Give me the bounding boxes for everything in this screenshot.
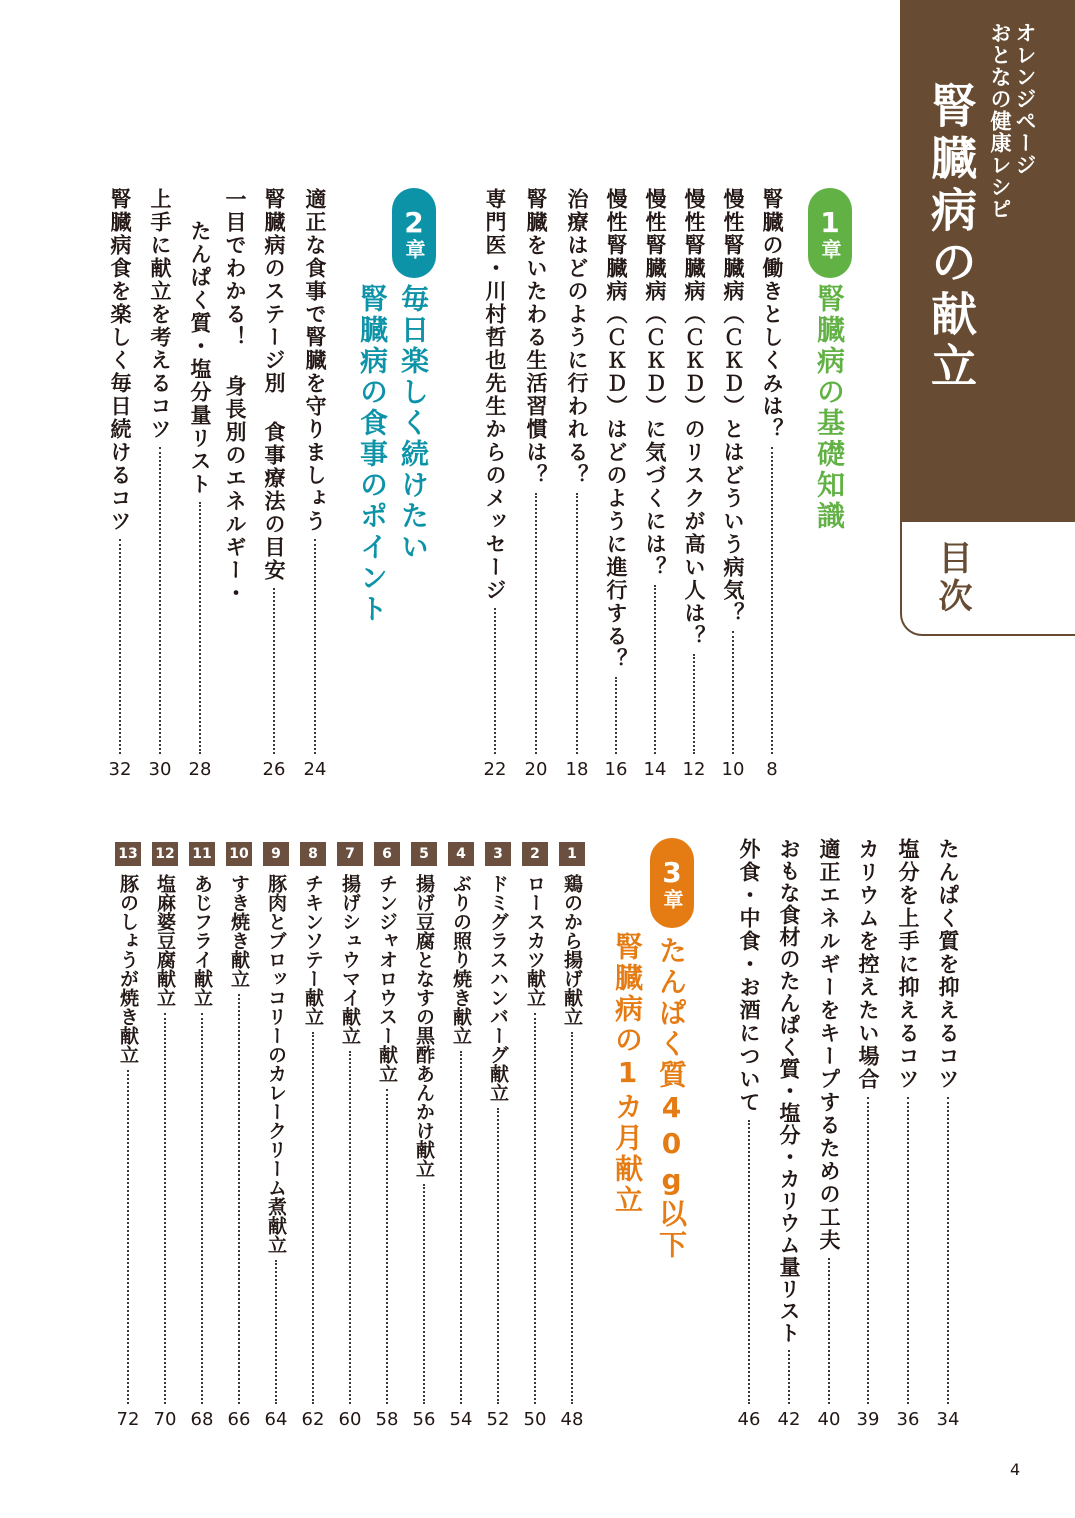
dot-leader [199, 502, 201, 754]
toc-entry-title: 適正な食事で腎臓を守りましょう [303, 188, 327, 533]
recipe-number: 6 [374, 842, 400, 866]
recipe-title: すき焼き献立 [228, 874, 250, 988]
dot-leader [947, 1097, 949, 1404]
page-number: 4 [1010, 1460, 1021, 1479]
toc-entry[interactable] [718, 188, 748, 780]
recipe-page: 72 [116, 1409, 140, 1430]
dot-leader [201, 1013, 203, 1404]
toc-entry-title: 適正エネルギーをキープするための工夫 [817, 838, 841, 1252]
toc-entry-title: 慢性腎臓病（ＣＫＤ）はどのように進行する？ [604, 188, 628, 671]
toc-entry-title: 外食・中食・お酒について [737, 838, 761, 1114]
chapter-1-title: 腎臓病の基礎知識 [813, 284, 846, 532]
toc-label: 目次 [932, 540, 972, 616]
recipe-title: 塩麻婆豆腐献立 [154, 874, 176, 1007]
chapter-3-title-line2: 腎臓病の1カ月献立 [611, 932, 644, 1216]
toc-entry-title: 腎臓をいたわる生活習慣は？ [524, 188, 548, 487]
toc-entry[interactable] [893, 838, 923, 1430]
toc-entry[interactable] [814, 838, 844, 1430]
toc-entry-page: 40 [817, 1409, 841, 1430]
dot-leader [349, 1051, 351, 1404]
book-title: 腎臓病の献立 [924, 82, 978, 394]
recipe-page: 48 [560, 1409, 584, 1430]
dot-leader [693, 654, 695, 754]
toc-entry-title: たんぱく質を抑えるコツ [936, 838, 960, 1091]
dot-leader [748, 1120, 750, 1404]
toc-entry-page: 16 [604, 759, 628, 780]
dot-leader [119, 539, 121, 754]
recipe-page: 66 [227, 1409, 251, 1430]
dot-leader [460, 1051, 462, 1404]
series-name-line2: おとなの健康レシピ [988, 22, 1012, 220]
recipe-entry[interactable] [557, 842, 587, 1430]
chapter-1-mark: 章 [818, 239, 842, 259]
toc-entry[interactable] [480, 188, 510, 780]
dot-leader [164, 1013, 166, 1404]
dot-leader [828, 1258, 830, 1404]
recipe-title: ドミグラスハンバーグ献立 [487, 874, 509, 1102]
recipe-title: 鶏のから揚げ献立 [561, 874, 583, 1026]
recipe-page: 60 [338, 1409, 362, 1430]
dot-leader [273, 588, 275, 754]
toc-entry-title: 腎臓病のステージ別 食事療法の目安 [262, 188, 286, 582]
toc-entry[interactable] [601, 188, 631, 780]
dot-leader [275, 1260, 277, 1404]
recipe-title: 豚肉とブロッコリーのカレークリーム煮献立 [265, 874, 287, 1254]
toc-entry-page: 22 [483, 759, 507, 780]
toc-entry[interactable] [679, 188, 709, 780]
recipe-entry[interactable] [224, 842, 254, 1430]
dot-leader [312, 1032, 314, 1404]
toc-entry-title: 治療はどのように行われる？ [565, 188, 589, 487]
dot-leader [238, 994, 240, 1404]
recipe-number: 7 [337, 842, 363, 866]
toc-entry-page: 30 [148, 759, 172, 780]
toc-entry-page: 39 [856, 1409, 880, 1430]
recipe-title: チンジャオロウスー献立 [376, 874, 398, 1083]
recipe-entry[interactable] [335, 842, 365, 1430]
toc-entry-page: 8 [766, 759, 778, 780]
chapter-3-mark: 章 [660, 889, 684, 909]
recipe-number: 1 [559, 842, 585, 866]
dot-leader [771, 447, 773, 754]
toc-entry-first-line[interactable] [220, 188, 250, 608]
toc-entry-page: 20 [524, 759, 548, 780]
recipe-entry[interactable] [298, 842, 328, 1430]
recipe-page: 56 [412, 1409, 436, 1430]
dot-leader [732, 631, 734, 754]
dot-leader [576, 493, 578, 754]
toc-entry-title: たんぱく質・塩分量リスト [188, 220, 212, 496]
recipe-entry[interactable] [483, 842, 513, 1430]
chapter-3-title-line1: たんぱく質40g以下 [655, 936, 688, 1261]
chapter-1-number: 1 [820, 206, 840, 239]
toc-entry[interactable] [933, 838, 963, 1430]
recipe-number: 12 [152, 842, 178, 866]
recipe-entry[interactable] [520, 842, 550, 1430]
recipe-number: 5 [411, 842, 437, 866]
toc-entry-page: 14 [643, 759, 667, 780]
recipe-page: 64 [264, 1409, 288, 1430]
toc-entry-title: 専門医・川村哲也先生からのメッセージ [483, 188, 507, 602]
chapter-2-badge [392, 188, 436, 278]
toc-entry-page: 34 [936, 1409, 960, 1430]
toc-tab [900, 522, 1075, 636]
dot-leader [788, 1350, 790, 1404]
toc-entry-title: 腎臓の働きとしくみは？ [760, 188, 784, 441]
dot-leader [867, 1097, 869, 1404]
chapter-1-badge [808, 188, 852, 278]
dot-leader [615, 677, 617, 754]
toc-entry[interactable] [145, 188, 175, 780]
toc-entry-title: 上手に献立を考えるコツ [148, 188, 172, 441]
toc-entry-page: 12 [682, 759, 706, 780]
recipe-entry[interactable] [113, 842, 143, 1430]
toc-entry-page: 26 [262, 759, 286, 780]
dot-leader [423, 1184, 425, 1404]
recipe-page: 70 [153, 1409, 177, 1430]
dot-leader [494, 608, 496, 754]
recipe-entry[interactable] [261, 842, 291, 1430]
toc-entry-page: 42 [777, 1409, 801, 1430]
toc-entry[interactable] [853, 838, 883, 1430]
dot-leader [907, 1097, 909, 1404]
recipe-entry[interactable] [372, 842, 402, 1430]
toc-entry[interactable] [521, 188, 551, 780]
toc-entry[interactable] [300, 188, 330, 780]
dot-leader [535, 493, 537, 754]
dot-leader [571, 1032, 573, 1404]
recipe-number: 9 [263, 842, 289, 866]
toc-entry-page: 18 [565, 759, 589, 780]
toc-entry-page: 36 [896, 1409, 920, 1430]
dot-leader [654, 585, 656, 754]
recipe-title: 豚のしょうが焼き献立 [117, 874, 139, 1064]
recipe-page: 62 [301, 1409, 325, 1430]
recipe-title: ロースカツ献立 [524, 874, 546, 1007]
toc-entry[interactable] [774, 838, 804, 1430]
toc-entry[interactable] [259, 188, 289, 780]
dot-leader [127, 1070, 129, 1404]
recipe-page: 68 [190, 1409, 214, 1430]
chapter-3-number: 3 [662, 856, 682, 889]
toc-entry-title: 慢性腎臓病（ＣＫＤ）に気づくには？ [643, 188, 667, 579]
recipe-entry[interactable] [409, 842, 439, 1430]
toc-entry-page: 28 [188, 759, 212, 780]
toc-entry-page: 46 [737, 1409, 761, 1430]
toc-entry-title: 塩分を上手に抑えるコツ [896, 838, 920, 1091]
recipe-number: 3 [485, 842, 511, 866]
toc-entry[interactable] [185, 220, 215, 780]
dot-leader [497, 1108, 499, 1404]
toc-entry-title: カリウムを控えたい場合 [856, 838, 880, 1091]
chapter-2-title-line1: 毎日楽しく続けたい [397, 284, 430, 563]
toc-entry[interactable] [105, 188, 135, 780]
dot-leader [386, 1089, 388, 1404]
toc-entry-title: 慢性腎臓病（ＣＫＤ）のリスクが高い人は？ [682, 188, 706, 648]
toc-entry-page: 32 [108, 759, 132, 780]
recipe-number: 11 [189, 842, 215, 866]
toc-entry[interactable] [757, 188, 787, 780]
recipe-title: チキンソテー献立 [302, 874, 324, 1026]
recipe-number: 2 [522, 842, 548, 866]
dot-leader [159, 447, 161, 754]
recipe-title: あじフライ献立 [191, 874, 213, 1007]
toc-entry[interactable] [734, 838, 764, 1430]
recipe-number: 13 [115, 842, 141, 866]
recipe-title: 揚げ豆腐となすの黒酢あんかけ献立 [413, 874, 435, 1178]
recipe-number: 10 [226, 842, 252, 866]
recipe-entry[interactable] [446, 842, 476, 1430]
chapter-2-number: 2 [404, 206, 424, 239]
recipe-entry[interactable] [150, 842, 180, 1430]
toc-entry-page: 10 [721, 759, 745, 780]
recipe-number: 8 [300, 842, 326, 866]
recipe-number: 4 [448, 842, 474, 866]
series-name-line1: オレンジページ [1013, 22, 1037, 176]
chapter-2-title-line2: 腎臓病の食事のポイント [356, 284, 389, 625]
chapter-3-badge [650, 838, 694, 928]
recipe-page: 52 [486, 1409, 510, 1430]
dot-leader [314, 539, 316, 754]
recipe-page: 58 [375, 1409, 399, 1430]
toc-entry-title: 腎臓病食を楽しく毎日続けるコツ [108, 188, 132, 533]
recipe-entry[interactable] [187, 842, 217, 1430]
recipe-title: ぶりの照り焼き献立 [450, 874, 472, 1045]
toc-entry-page: 24 [303, 759, 327, 780]
toc-entry[interactable] [640, 188, 670, 780]
toc-entry-title: おもな食材のたんぱく質・塩分・カリウム量リスト [777, 838, 801, 1344]
dot-leader [534, 1013, 536, 1404]
chapter-2-mark: 章 [402, 239, 426, 259]
toc-entry-title: 一目でわかる！ 身長別のエネルギー・ [223, 188, 247, 605]
toc-entry-title: 慢性腎臓病（ＣＫＤ）とはどういう病気？ [721, 188, 745, 625]
recipe-page: 50 [523, 1409, 547, 1430]
toc-entry[interactable] [562, 188, 592, 780]
recipe-title: 揚げシュウマイ献立 [339, 874, 361, 1045]
recipe-page: 54 [449, 1409, 473, 1430]
